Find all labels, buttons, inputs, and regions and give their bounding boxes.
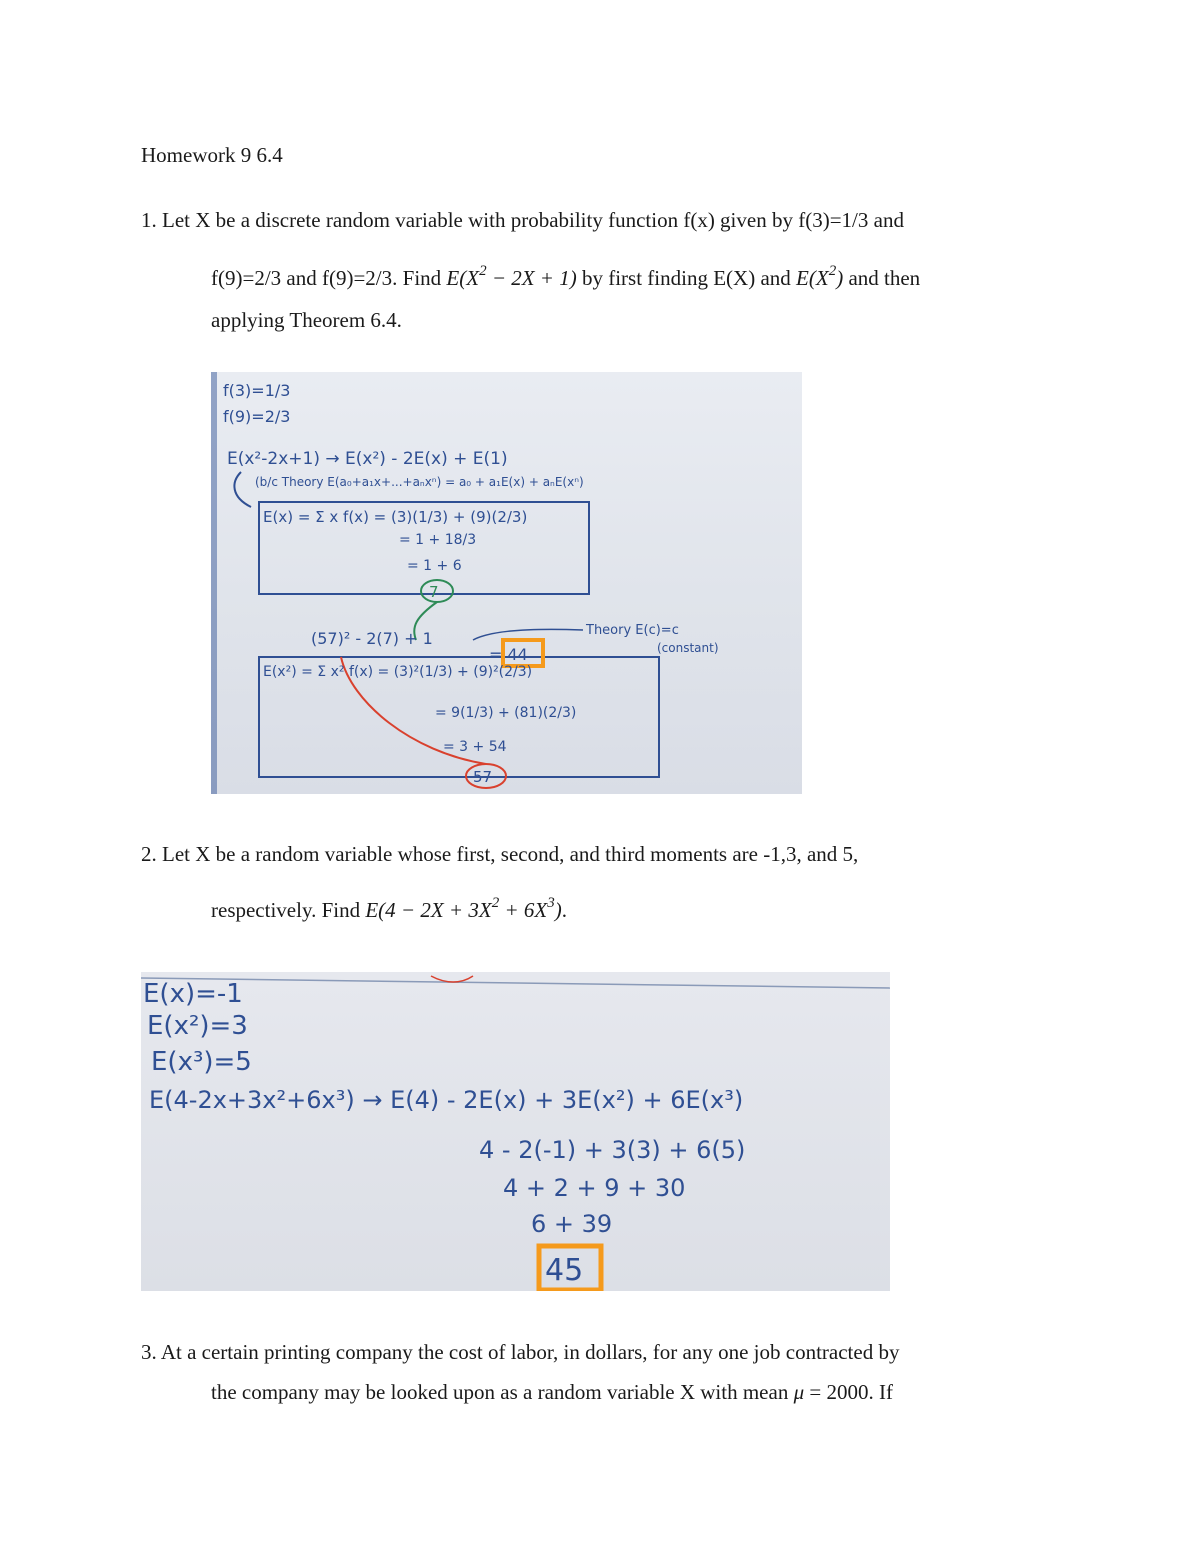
work-line-8: 7 [429, 583, 439, 601]
work-line-9: (57)² - 2(7) + 1 [311, 629, 433, 648]
q1-text-a: f(9)=2/3 and f(9)=2/3. Find [211, 266, 447, 290]
question-3-line-2 [211, 1380, 893, 1405]
q1-text-c: and then [843, 266, 921, 290]
work-line-3: E(x²-2x+1) → E(x²) - 2E(x) + E(1) [227, 449, 508, 469]
q1-math-expr-2: $E(X^2)$ [796, 263, 844, 290]
paper-line [141, 978, 890, 988]
work2-line-7: 6 + 39 [531, 1210, 613, 1238]
q2-math-expr: $E(4 - 2X + 3X^2 + 6X^3)$ [365, 895, 562, 922]
question-2-work-photo [141, 972, 890, 1291]
work-line-13: E(x²) = Σ x² f(x) = (3)²(1/3) + (9)²(2/3) [263, 664, 533, 680]
work-line-12: (constant) [657, 641, 719, 655]
work-line-5: E(x) = Σ x f(x) = (3)(1/3) + (9)(2/3) [263, 508, 528, 526]
question-2-work-drawing [141, 972, 890, 1291]
work-line-10: = 44 [489, 645, 528, 664]
work-line-14: = 9(1/3) + (81)(2/3) [435, 705, 577, 721]
work-line-2: f(9)=2/3 [223, 407, 291, 426]
q3-text-a: the company may be looked upon as a random variable X with mean [211, 1380, 794, 1404]
work-line-6: = 1 + 18/3 [399, 532, 477, 548]
work-line-15: = 3 + 54 [443, 739, 507, 755]
question-2-line-2 [211, 895, 567, 923]
q3-text-b: = 2000. If [804, 1380, 893, 1404]
red-mark-top [431, 976, 473, 982]
question-1-work-drawing [211, 372, 802, 794]
work2-line-8: 45 [545, 1253, 584, 1288]
q2-text-b: . [561, 898, 567, 922]
q3-math-mu: μ [793, 1380, 805, 1404]
bracket-mark [234, 472, 251, 507]
work-line-16: 57 [473, 768, 493, 786]
work-line-1: f(3)=1/3 [223, 381, 291, 400]
work-line-11: Theory E(c)=c [586, 623, 679, 638]
question-2-line-1: 2. Let X be a random variable whose first, second, and third moments are -1,3, and 5, [141, 842, 859, 866]
page-title: Homework 9 6.4 [141, 143, 283, 167]
q1-text-b: by first finding E(X) and [576, 266, 797, 290]
work-line-7: = 1 + 6 [407, 558, 462, 574]
work2-line-1: E(x)=-1 [143, 979, 243, 1009]
q2-text-a: respectively. Find [211, 898, 366, 922]
question-1-work-photo [211, 372, 802, 794]
work2-line-4: E(4-2x+3x²+6x³) → E(4) - 2E(x) + 3E(x²) + 6E(x³) [149, 1086, 744, 1114]
work2-line-6: 4 + 2 + 9 + 30 [503, 1174, 686, 1202]
question-1-line-2 [211, 263, 921, 291]
question-1-line-1: 1. Let X be a discrete random variable with probability function f(x) given by f(3)=1/3 and [141, 208, 904, 232]
q1-math-expr: $E(X^2 - 2X + 1)$ [446, 263, 577, 290]
photo-edge-shadow [211, 372, 217, 794]
question-3-line-1: 3. At a certain printing company the cost of labor, in dollars, for any one job contracted by [141, 1340, 900, 1364]
work2-line-3: E(x³)=5 [151, 1047, 252, 1077]
work2-line-2: E(x²)=3 [147, 1011, 248, 1041]
question-1-line-3: applying Theorem 6.4. [211, 308, 402, 332]
work-line-4: (b/c Theory E(a₀+a₁x+...+aₙxⁿ) = a₀ + a₁E(x) + aₙE(xⁿ) [255, 475, 584, 489]
work2-line-5: 4 - 2(-1) + 3(3) + 6(5) [479, 1136, 746, 1164]
